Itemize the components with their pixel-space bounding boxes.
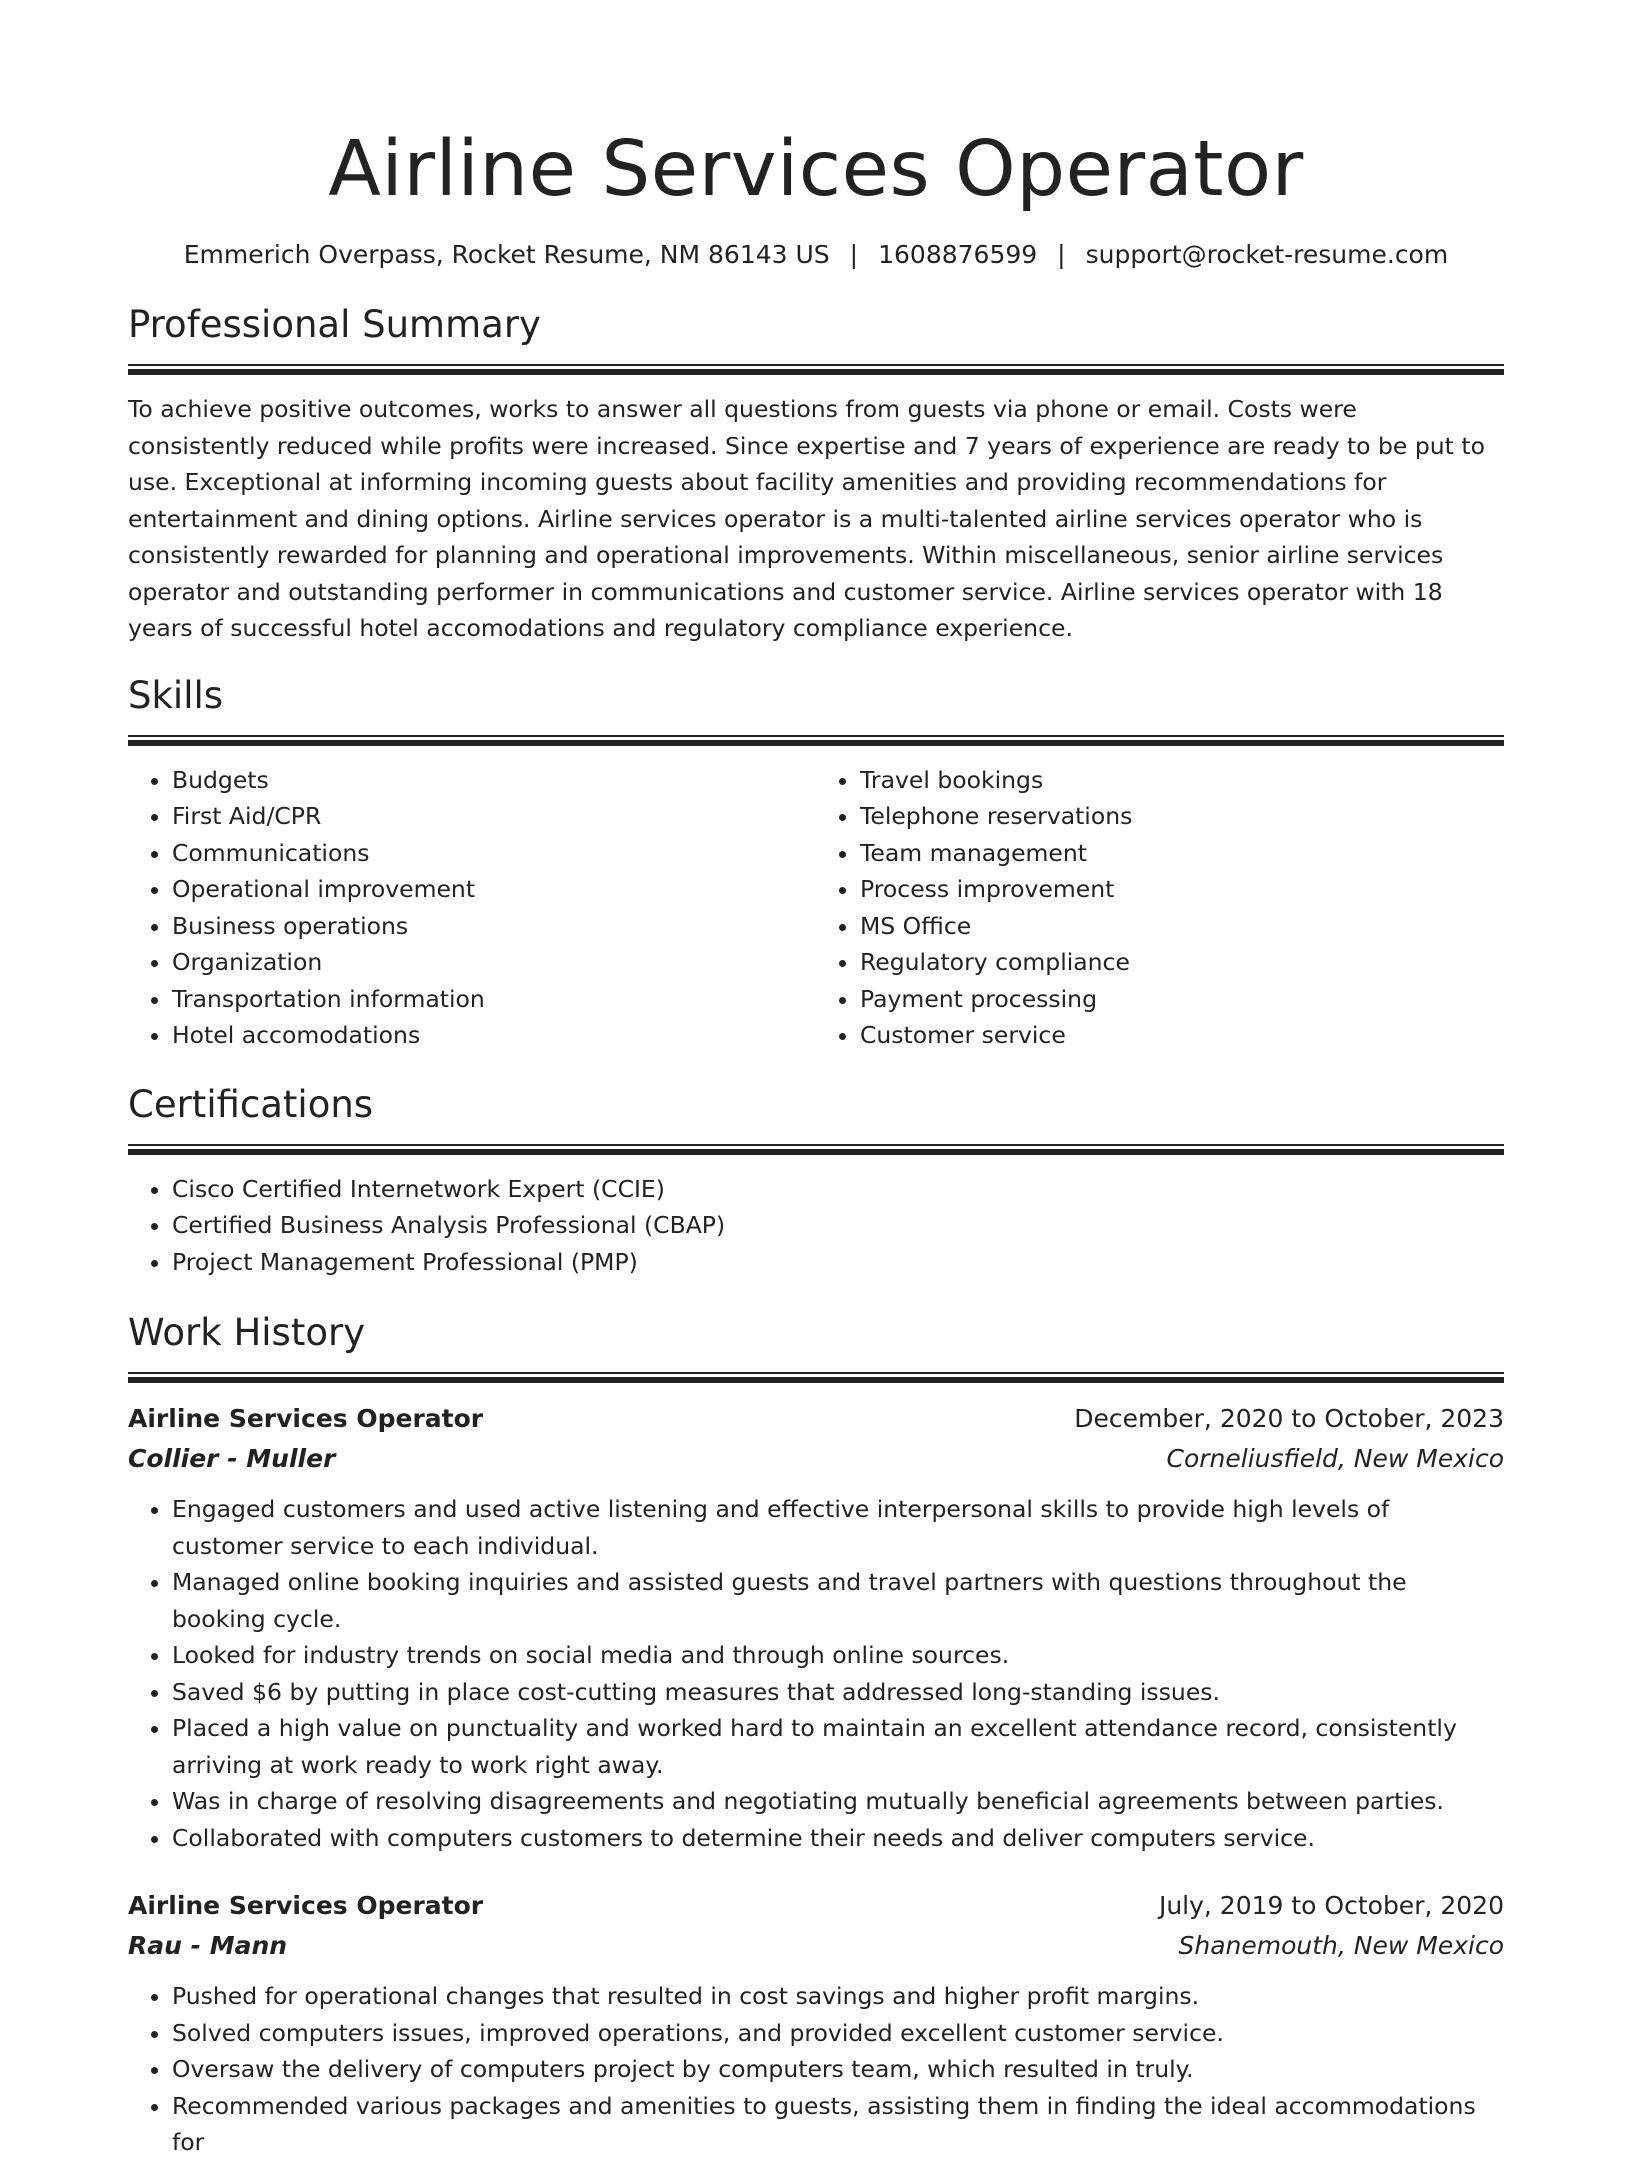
job-bullet: • Recommended various packages and amenities to guests, assisting them in finding the ideal accommodations for — [172, 2088, 1504, 2161]
job-dates: December, 2020 to October, 2023 — [1074, 1404, 1504, 1433]
resume-name: Airline Services Operator — [328, 125, 1304, 214]
skill-item: • Telephone reservations — [860, 798, 1504, 835]
work-history-title: Work History — [128, 1311, 366, 1354]
skill-item: • Budgets — [172, 762, 816, 799]
certification-item: • Certified Business Analysis Professional (CBAP) — [172, 1207, 1504, 1244]
job-company: Rau - Mann — [128, 1931, 288, 1960]
job-bullet: • Engaged customers and used active listening and effective interpersonal skills to provide high levels of customer service to each individual. — [172, 1491, 1504, 1564]
skills-title: Skills — [128, 673, 224, 717]
skill-item: • First Aid/CPR — [172, 798, 816, 835]
skill-item: • Organization — [172, 944, 816, 981]
contact-email: support@rocket-resume.com — [1085, 240, 1449, 269]
summary-text: To achieve positive outcomes, works to answer all questions from guests via phone or email. Costs were consistently reduced while profits were increased. Since expertise and 7 years of experience are ready to be put to use. Exceptional at informing incoming guests about facility amenities and providing recommendations for entertainment and dining options. Airline services operator is a multi-talented airline services operator who is consistently rewarded for planning and operational improvements. Within miscellaneous, senior airline services operator and outstanding performer in communications and customer service. Airline services operator with 18 years of successful hotel accomodations and regulatory compliance experience. — [128, 395, 1485, 642]
job-title: Airline Services Operator — [128, 1891, 484, 1920]
certification-item: • Project Management Professional (PMP) — [172, 1244, 1504, 1281]
job-header — [128, 1399, 1504, 1439]
contact-line — [128, 238, 1504, 272]
job-bullet: • Placed a high value on punctuality and worked hard to maintain an excellent attendance record, consistently arriving at work ready to work right away. — [172, 1710, 1504, 1783]
job-bullet: • Was in charge of resolving disagreements and negotiating mutually beneficial agreements between parties. — [172, 1783, 1504, 1820]
summary-section — [128, 300, 1504, 647]
job-subheader — [128, 1926, 1504, 1966]
summary-title: Professional Summary — [128, 303, 541, 346]
contact-separator: | — [849, 240, 859, 269]
skill-item: • Operational improvement — [172, 871, 816, 908]
job-bullets — [128, 1491, 1504, 1856]
job-header — [128, 1886, 1504, 1926]
skill-item: • Transportation information — [172, 981, 816, 1018]
job-bullet: • Managed online booking inquiries and assisted guests and travel partners with questions throughout the booking cycle. — [172, 1564, 1504, 1637]
job-bullet: • Pushed for operational changes that resulted in cost savings and higher profit margins. — [172, 1978, 1504, 2015]
job-bullet: • Oversaw the delivery of computers project by computers team, which resulted in truly. — [172, 2051, 1504, 2088]
job-bullet: • Solved computers issues, improved operations, and provided excellent customer service. — [172, 2015, 1504, 2052]
job-entry — [128, 1399, 1504, 1856]
skills-section — [128, 671, 1504, 1054]
skill-item: • Team management — [860, 835, 1504, 872]
section-divider — [128, 364, 1504, 375]
skills-list-right — [816, 762, 1504, 1054]
skill-item: • Customer service — [860, 1017, 1504, 1054]
job-entry — [128, 1886, 1504, 2161]
contact-separator: | — [1057, 240, 1066, 269]
section-divider — [128, 1372, 1504, 1383]
certification-item: • Cisco Certified Internetwork Expert (CCIE) — [172, 1171, 1504, 1208]
job-company: Collier - Muller — [128, 1444, 336, 1473]
job-bullet: • Saved $6 by putting in place cost-cutting measures that addressed long-standing issues. — [172, 1674, 1504, 1711]
skill-item: • Communications — [172, 835, 816, 872]
resume-page — [128, 0, 1504, 2161]
job-dates: July, 2019 to October, 2020 — [1158, 1891, 1504, 1920]
skill-item: • Business operations — [172, 908, 816, 945]
contact-phone: 1608876599 — [878, 240, 1038, 269]
certifications-title: Certifications — [128, 1082, 374, 1126]
certifications-list — [128, 1171, 1504, 1281]
certifications-section — [128, 1080, 1504, 1281]
work-history-section — [128, 1308, 1504, 2161]
job-location: Shanemouth, New Mexico — [1178, 1931, 1504, 1960]
skill-item: • Payment processing — [860, 981, 1504, 1018]
skills-columns — [128, 762, 1504, 1054]
job-bullet: • Collaborated with computers customers to determine their needs and deliver computers service. — [172, 1820, 1504, 1857]
section-divider — [128, 1144, 1504, 1155]
skill-item: • MS Office — [860, 908, 1504, 945]
job-location: Corneliusfield, New Mexico — [1166, 1444, 1504, 1473]
skill-item: • Process improvement — [860, 871, 1504, 908]
section-divider — [128, 735, 1504, 746]
job-title: Airline Services Operator — [128, 1404, 484, 1433]
skill-item: • Regulatory compliance — [860, 944, 1504, 981]
skill-item: • Hotel accomodations — [172, 1017, 816, 1054]
skills-list-left — [128, 762, 816, 1054]
contact-address: Emmerich Overpass, Rocket Resume, NM 86143 US — [183, 240, 830, 269]
job-subheader — [128, 1439, 1504, 1479]
job-bullet: • Looked for industry trends on social media and through online sources. — [172, 1637, 1504, 1674]
job-bullets — [128, 1978, 1504, 2161]
skill-item: • Travel bookings — [860, 762, 1504, 799]
